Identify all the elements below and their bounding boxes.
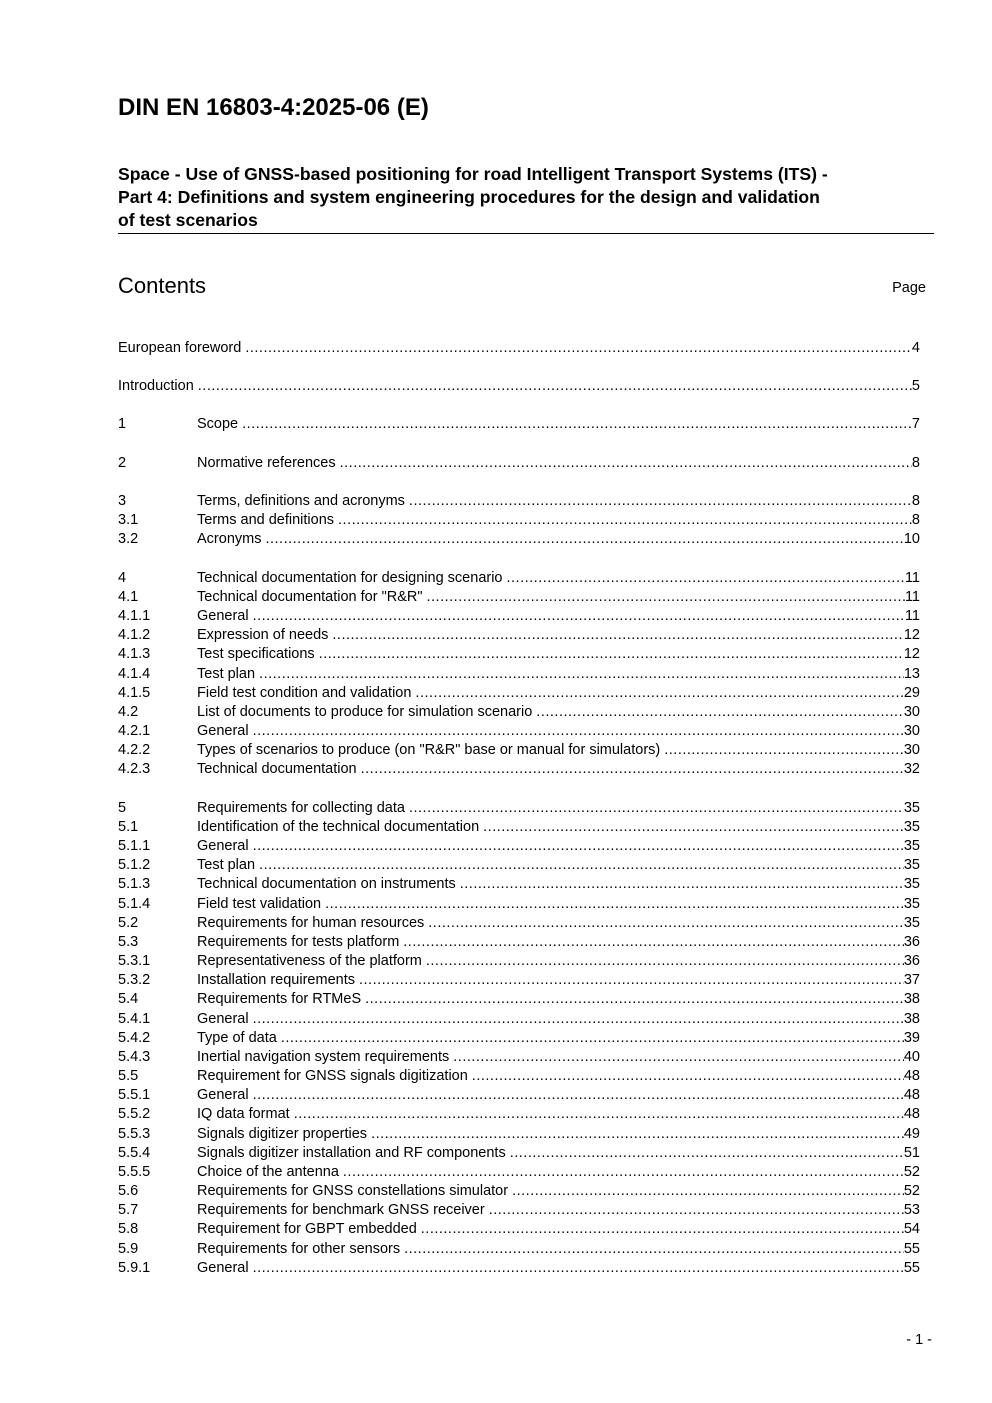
toc-entry-number: 5.8 — [118, 1221, 139, 1237]
toc-entry-page: 48 — [903, 1106, 920, 1122]
toc-entry[interactable] — [118, 760, 920, 779]
toc-entry-title: Requirements for tests platform — [197, 934, 400, 950]
toc-entry-number: 5.7 — [118, 1202, 139, 1218]
toc-dot-leader — [253, 607, 905, 626]
toc-dot-leader — [325, 895, 904, 914]
toc-dot-leader — [489, 1201, 904, 1220]
toc-dot-leader — [265, 530, 903, 549]
toc-entry-page: 12 — [903, 627, 920, 643]
toc-entry-number: 4.1.3 — [118, 646, 151, 662]
toc-entry-title: Terms and definitions — [197, 512, 335, 528]
document-id: DIN EN 16803-4:2025-06 (E) — [118, 94, 429, 121]
toc-entry[interactable] — [118, 607, 920, 626]
toc-entry[interactable] — [118, 741, 920, 760]
toc-entry-page: 13 — [903, 666, 920, 682]
toc-dot-leader — [253, 837, 904, 856]
toc-entry-title: General — [197, 1011, 249, 1027]
toc-entry-number: 4.1.4 — [118, 666, 151, 682]
toc-entry[interactable] — [118, 1259, 920, 1278]
toc-entry-page: 39 — [903, 1030, 920, 1046]
toc-entry-title: Terms, definitions and acronyms — [197, 493, 405, 509]
toc-entry[interactable] — [118, 415, 920, 434]
toc-entry-title: General — [197, 1260, 249, 1276]
toc-entry[interactable] — [118, 971, 920, 990]
toc-dot-leader — [340, 454, 912, 473]
toc-dot-leader — [507, 569, 905, 588]
toc-entry-title: Technical documentation — [197, 761, 357, 777]
toc-entry-page: 55 — [903, 1260, 920, 1276]
toc-entry-number: 1 — [118, 416, 127, 432]
toc-entry-page: 38 — [903, 991, 920, 1007]
toc-entry-number: 4 — [118, 570, 127, 586]
toc-entry-title: General — [197, 1087, 249, 1103]
toc-entry[interactable] — [118, 569, 920, 588]
document-title — [118, 163, 934, 234]
toc-entry[interactable] — [118, 492, 920, 511]
toc-entry[interactable] — [118, 1010, 920, 1029]
toc-dot-leader — [460, 875, 904, 894]
toc-entry-number: 5.9 — [118, 1241, 139, 1257]
toc-dot-leader — [472, 1067, 904, 1086]
toc-entry-number: 5.5.4 — [118, 1145, 151, 1161]
toc-entry[interactable] — [118, 1125, 920, 1144]
toc-entry-page: 35 — [903, 819, 920, 835]
toc-entry-number: 5.5.5 — [118, 1164, 151, 1180]
toc-entry-title: IQ data format — [197, 1106, 290, 1122]
toc-entry-title: List of documents to produce for simulation scenario — [197, 704, 533, 720]
toc-entry-number: 5.4.3 — [118, 1049, 151, 1065]
toc-entry-page: 8 — [911, 512, 920, 528]
toc-dot-leader — [426, 952, 904, 971]
toc-dot-leader — [536, 703, 904, 722]
toc-entry-number: 5.4 — [118, 991, 139, 1007]
toc-entry-page: 30 — [903, 742, 920, 758]
toc-entry-title: Inertial navigation system requirements — [197, 1049, 450, 1065]
toc-entry[interactable] — [118, 1048, 920, 1067]
toc-entry[interactable] — [118, 1029, 920, 1048]
toc-entry[interactable] — [118, 1240, 920, 1259]
toc-entry-page: 11 — [904, 589, 920, 605]
toc-entry-number: 5.5.2 — [118, 1106, 151, 1122]
toc-entry-title: Types of scenarios to produce (on "R&R" base or manual for simulators) — [197, 742, 661, 758]
toc-entry[interactable] — [118, 1067, 920, 1086]
toc-entry-title: Test plan — [197, 666, 256, 682]
toc-entry-title: Choice of the antenna — [197, 1164, 339, 1180]
toc-entry-title: Requirement for GBPT embedded — [197, 1221, 417, 1237]
toc-dot-leader — [338, 511, 912, 530]
toc-dot-leader — [483, 818, 904, 837]
toc-entry[interactable] — [118, 837, 920, 856]
toc-entry[interactable] — [118, 1201, 920, 1220]
toc-entry[interactable] — [118, 990, 920, 1009]
toc-entry-page: 35 — [903, 800, 920, 816]
toc-dot-leader — [404, 1240, 904, 1259]
toc-entry[interactable] — [118, 703, 920, 722]
toc-entry-number: 4.2 — [118, 704, 139, 720]
toc-entry[interactable] — [118, 1182, 920, 1201]
toc-entry-number: 5.5.3 — [118, 1126, 151, 1142]
page-number: - 1 - — [906, 1332, 932, 1348]
toc-entry-page: 11 — [904, 570, 920, 586]
toc-dot-leader — [664, 741, 904, 760]
toc-entry-number: 3.1 — [118, 512, 139, 528]
toc-entry-title: Requirement for GNSS signals digitization — [197, 1068, 468, 1084]
toc-entry-title: Requirements for collecting data — [197, 800, 405, 816]
toc-dot-leader — [253, 1010, 904, 1029]
toc-entry[interactable] — [118, 645, 920, 664]
toc-dot-leader — [294, 1105, 904, 1124]
toc-dot-leader — [242, 415, 912, 434]
toc-entry[interactable] — [118, 914, 920, 933]
toc-entry-number: 4.1.2 — [118, 627, 151, 643]
toc-entry-title: General — [197, 723, 249, 739]
toc-dot-leader — [403, 933, 904, 952]
toc-dot-leader — [332, 626, 903, 645]
toc-dot-leader — [359, 971, 904, 990]
toc-entry-page: 36 — [903, 934, 920, 950]
toc-entry[interactable] — [118, 952, 920, 971]
toc-entry-title: Test plan — [197, 857, 256, 873]
toc-entry-title: Technical documentation for designing scenario — [197, 570, 503, 586]
toc-entry[interactable] — [118, 588, 920, 607]
toc-entry-page: 55 — [903, 1241, 920, 1257]
toc-dot-leader — [245, 339, 912, 358]
toc-entry-title: Acronyms — [197, 531, 262, 547]
toc-dot-leader — [421, 1220, 904, 1239]
toc-dot-leader — [510, 1144, 904, 1163]
toc-entry-number: 3 — [118, 493, 127, 509]
toc-entry-page: 30 — [903, 704, 920, 720]
contents-heading: Contents — [118, 273, 207, 298]
toc-entry-title: Scope — [197, 416, 239, 432]
toc-entry-number: 4.1.5 — [118, 685, 151, 701]
toc-entry-page: 35 — [903, 915, 920, 931]
toc-entry-page: 10 — [903, 531, 920, 547]
toc-entry-title: Requirements for RTMeS — [197, 991, 362, 1007]
toc-entry-page: 29 — [903, 685, 920, 701]
toc-entry-number: 5.1.4 — [118, 896, 151, 912]
toc-entry[interactable] — [118, 626, 920, 645]
toc-entry-page: 35 — [903, 857, 920, 873]
toc-dot-leader — [253, 1086, 904, 1105]
toc-entry-page: 54 — [903, 1221, 920, 1237]
toc-entry-number: 5.4.1 — [118, 1011, 151, 1027]
toc-entry-title: Requirements for human resources — [197, 915, 425, 931]
toc-dot-leader — [253, 1259, 904, 1278]
toc-entry-title: European foreword — [118, 340, 242, 356]
toc-entry-number: 5.4.2 — [118, 1030, 151, 1046]
toc-entry-page: 49 — [903, 1126, 920, 1142]
toc-entry-number: 5.3 — [118, 934, 139, 950]
toc-entry-page: 37 — [903, 972, 920, 988]
toc-entry-number: 4.1.1 — [118, 608, 151, 624]
toc-dot-leader — [371, 1125, 904, 1144]
toc-entry-number: 5.1.3 — [118, 876, 151, 892]
toc-entry-number: 5.3.2 — [118, 972, 151, 988]
toc-entry-number: 5.1.1 — [118, 838, 151, 854]
toc-entry-page: 36 — [903, 953, 920, 969]
toc-entry-title: General — [197, 608, 249, 624]
toc-entry-page: 35 — [903, 838, 920, 854]
toc-entry-title: General — [197, 838, 249, 854]
toc-entry-title: Installation requirements — [197, 972, 355, 988]
toc-entry[interactable] — [118, 799, 920, 818]
toc-entry-page: 48 — [903, 1087, 920, 1103]
toc-dot-leader — [259, 665, 904, 684]
toc-dot-leader — [365, 990, 904, 1009]
toc-entry[interactable] — [118, 895, 920, 914]
toc-entry-title: Representativeness of the platform — [197, 953, 422, 969]
toc-entry-number: 4.2.2 — [118, 742, 151, 758]
toc-dot-leader — [319, 645, 904, 664]
toc-dot-leader — [415, 684, 903, 703]
title-line-3: of test scenarios — [118, 210, 258, 230]
toc-entry-number: 5.1.2 — [118, 857, 151, 873]
toc-dot-leader — [259, 856, 904, 875]
toc-entry[interactable] — [118, 1163, 920, 1182]
toc-entry-page: 35 — [903, 876, 920, 892]
toc-entry-number: 5.6 — [118, 1183, 139, 1199]
toc-entry-number: 5.3.1 — [118, 953, 151, 969]
toc-dot-leader — [281, 1029, 904, 1048]
toc-entry-number: 5 — [118, 800, 127, 816]
toc-dot-leader — [428, 914, 904, 933]
toc-entry[interactable] — [118, 684, 920, 703]
toc-entry-page: 12 — [903, 646, 920, 662]
toc-entry-page: 52 — [903, 1164, 920, 1180]
toc-entry-number: 4.2.3 — [118, 761, 151, 777]
title-line-1: Space - Use of GNSS-based positioning for road Intelligent Transport Systems (ITS) - — [118, 164, 828, 184]
toc-entry[interactable] — [118, 1144, 920, 1163]
toc-entry-page: 52 — [903, 1183, 920, 1199]
toc-dot-leader — [409, 492, 912, 511]
toc-entry-title: Requirements for other sensors — [197, 1241, 401, 1257]
toc-dot-leader — [343, 1163, 904, 1182]
toc-entry[interactable] — [118, 454, 920, 473]
toc-entry-number: 3.2 — [118, 531, 139, 547]
toc-entry-title: Technical documentation on instruments — [197, 876, 456, 892]
toc-entry[interactable] — [118, 875, 920, 894]
toc-dot-leader — [427, 588, 905, 607]
toc-entry-title: Field test validation — [197, 896, 322, 912]
toc-entry[interactable] — [118, 1086, 920, 1105]
toc-dot-leader — [253, 722, 904, 741]
toc-dot-leader — [361, 760, 904, 779]
toc-entry-number: 5.5.1 — [118, 1087, 151, 1103]
toc-entry-title: Signals digitizer properties — [197, 1126, 368, 1142]
toc-entry-page: 51 — [903, 1145, 920, 1161]
toc-entry-page: 8 — [911, 493, 920, 509]
toc-entry-number: 2 — [118, 455, 127, 471]
toc-entry-page: 48 — [903, 1068, 920, 1084]
toc-entry-title: Requirements for benchmark GNSS receiver — [197, 1202, 485, 1218]
toc-entry-page: 30 — [903, 723, 920, 739]
toc-entry[interactable] — [118, 1105, 920, 1124]
toc-entry-number: 5.2 — [118, 915, 139, 931]
toc-entry-title: Requirements for GNSS constellations simulator — [197, 1183, 509, 1199]
toc-dot-leader — [198, 377, 912, 396]
toc-dot-leader — [512, 1182, 904, 1201]
toc-entry-page: 4 — [911, 340, 920, 356]
toc-entry-title: Introduction — [118, 378, 194, 394]
toc-entry-page: 40 — [903, 1049, 920, 1065]
toc-entry[interactable] — [118, 722, 920, 741]
toc-entry-number: 5.9.1 — [118, 1260, 151, 1276]
toc-entry-page: 8 — [911, 455, 920, 471]
toc-entry[interactable] — [118, 377, 920, 396]
toc-entry-title: Normative references — [197, 455, 336, 471]
toc-entry[interactable] — [118, 665, 920, 684]
toc-entry-page: 53 — [903, 1202, 920, 1218]
toc-entry[interactable] — [118, 1220, 920, 1239]
toc-entry-title: Test specifications — [197, 646, 315, 662]
toc-entry-title: Field test condition and validation — [197, 685, 412, 701]
toc-entry-page: 38 — [903, 1011, 920, 1027]
toc-dot-leader — [453, 1048, 904, 1067]
toc-entry[interactable] — [118, 856, 920, 875]
toc-entry-page: 32 — [903, 761, 920, 777]
toc-entry-number: 4.2.1 — [118, 723, 151, 739]
toc-entry-number: 5.1 — [118, 819, 139, 835]
toc-entry-page: 7 — [911, 416, 920, 432]
toc-entry[interactable] — [118, 933, 920, 952]
page-column-label: Page — [892, 280, 926, 296]
toc-entry-page: 11 — [904, 608, 920, 624]
toc-entry-number: 5.5 — [118, 1068, 139, 1084]
toc-entry[interactable] — [118, 511, 920, 530]
toc-entry-title: Type of data — [197, 1030, 277, 1046]
toc-entry[interactable] — [118, 339, 920, 358]
toc-entry-title: Technical documentation for "R&R" — [197, 589, 423, 605]
toc-entry-number: 4.1 — [118, 589, 139, 605]
toc-entry[interactable] — [118, 530, 920, 549]
title-line-2: Part 4: Definitions and system engineering procedures for the design and validation — [118, 187, 820, 207]
toc-entry-title: Identification of the technical documentation — [197, 819, 480, 835]
toc-dot-leader — [409, 799, 904, 818]
toc-entry-page: 5 — [911, 378, 920, 394]
toc-entry-title: Expression of needs — [197, 627, 329, 643]
toc-entry[interactable] — [118, 818, 920, 837]
toc-entry-page: 35 — [903, 896, 920, 912]
toc-entry-title: Signals digitizer installation and RF components — [197, 1145, 506, 1161]
